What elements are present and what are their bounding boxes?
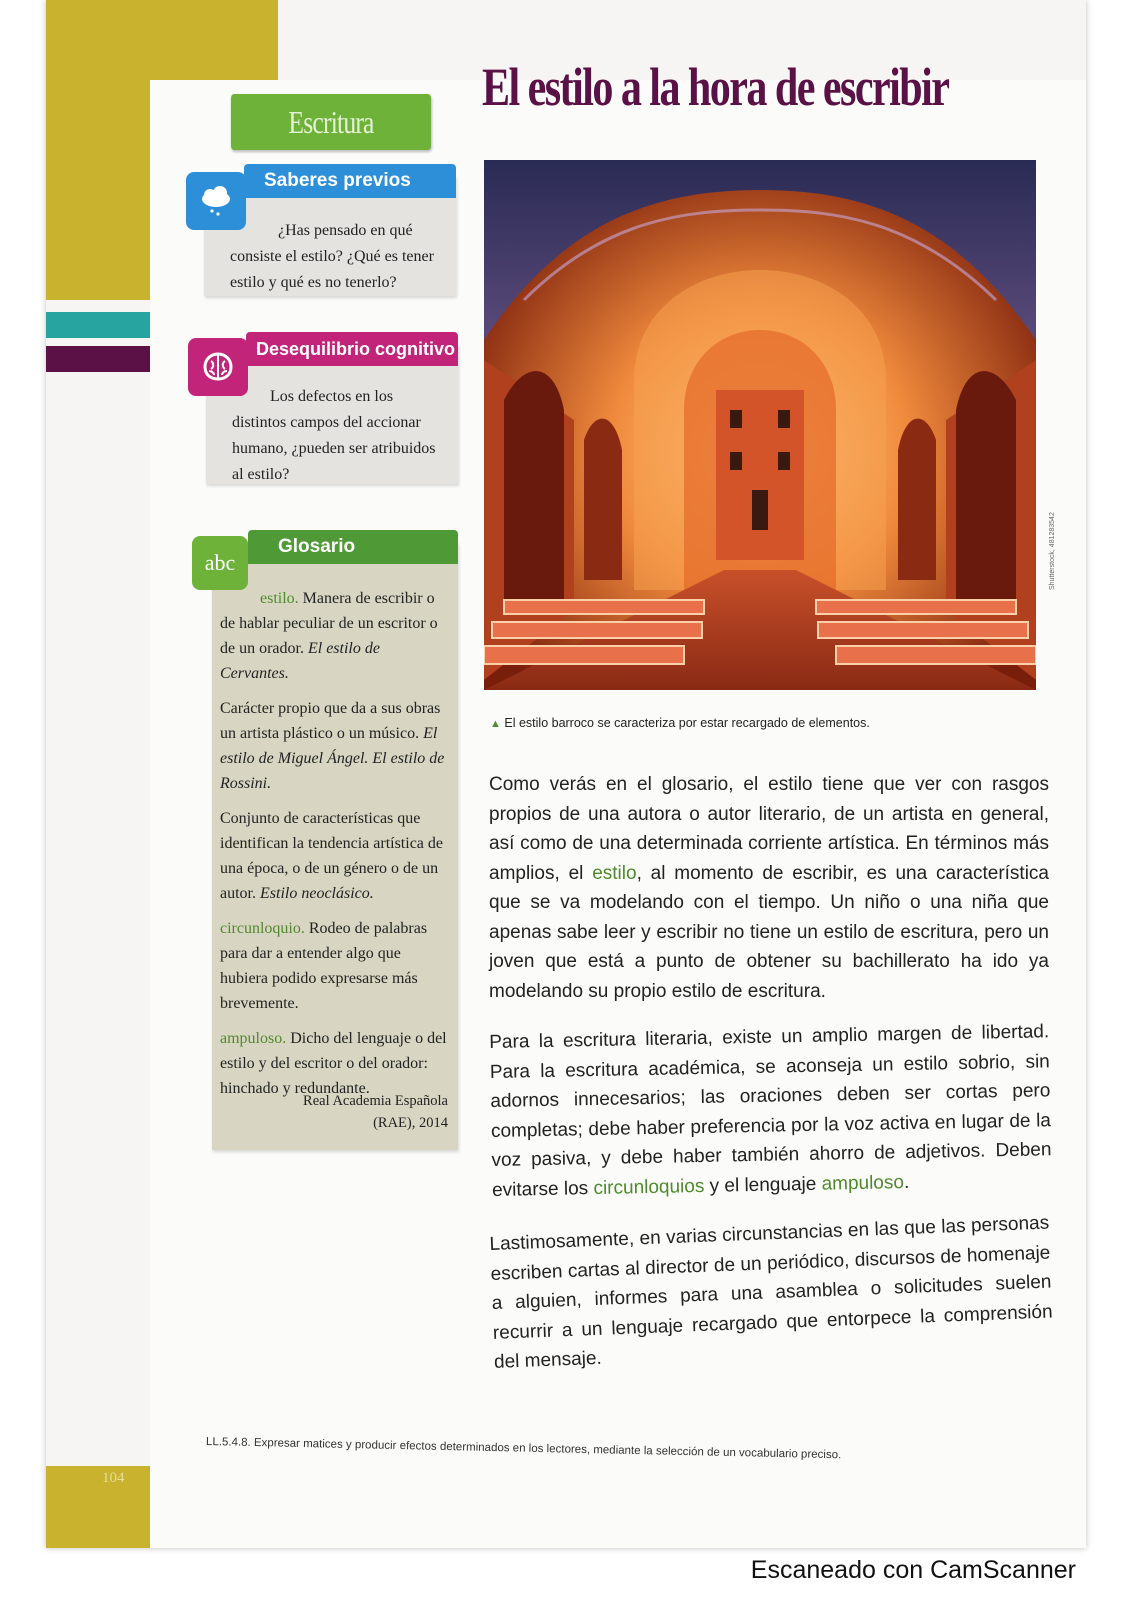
glosario-box (204, 536, 458, 1150)
textbook-page (46, 0, 1086, 1548)
glosario-source (303, 1090, 448, 1134)
desequilibrio-header (246, 332, 458, 366)
glosario-heading: Glosario (278, 536, 356, 557)
baroque-church-photo (484, 160, 1036, 690)
glossary-definition: Conjunto de características que identifican la tendencia artística de una época, o de un género o de un autor. (220, 810, 443, 902)
glossary-definition: Dicho del lenguaje o del estilo y del escritor o del orador: hinchado y redundante. (220, 1030, 447, 1097)
glossary-term: circunloquio. (220, 920, 305, 937)
photo-credit: Shutterstock, 481283542 (1049, 512, 1056, 590)
glossary-entry (220, 586, 448, 686)
glosario-source-line2: (RAE), 2014 (373, 1115, 448, 1131)
curriculum-footnote: LL.5.4.8. Expresar matices y producir efectos determinados en los lectores, mediante la selección de un vocabulario preciso. (205, 1436, 842, 1462)
glossary-term: estilo. (260, 590, 299, 607)
paragraph-1: Como verás en el glosario, el estilo tiene que ver con rasgos propios de una autora o autor literario, de un artista en general, así como de una determinada corriente artística. En términos más amplios, el estilo, al momento de escribir, es una característica que se va modelando con el tiempo. Un niño o una niña que apenas sabe leer y escribir no tiene un estilo de escritura, pero un joven que está a punto de obtener su bachillerato ha ido ya modelando su propio estilo de escritura. (489, 774, 1049, 1002)
paragraph-3: Lastimosamente, en varias circunstancias en las que las personas escriben cartas al director de un periódico, discursos de homenaje a alguien, informes para una asamblea o solicitudes suelen recurrir a un lenguaje recargado que entorpece la comprensión del mensaje. (489, 1212, 1053, 1373)
olive-footer-block (46, 1466, 150, 1548)
glossary-definition: Rodeo de palabras para dar a entender algo que hubiera podido expresarse más brevemente. (220, 920, 428, 1012)
glossary-entry (220, 806, 448, 906)
highlight-estilo: estilo (592, 862, 637, 884)
scanner-watermark: Escaneado con CamScanner (750, 1556, 1076, 1584)
church-interior-illustration (484, 160, 1036, 690)
page-title: El estilo a la hora de escribir (482, 57, 949, 117)
glossary-entry (220, 916, 448, 1016)
glossary-example: El estilo de Cervantes. (220, 640, 380, 682)
highlight-circunloquios: circunloquios (593, 1175, 705, 1199)
glossary-example: Estilo neoclásico. (256, 885, 374, 902)
triangle-icon: ▲ (490, 718, 501, 730)
teal-stripe (46, 312, 150, 338)
page-number: 104 (102, 1470, 125, 1486)
glossary-term: ampuloso. (220, 1030, 287, 1047)
glosario-source-line1: Real Academia Española (303, 1093, 448, 1109)
highlight-ampuloso: ampuloso (821, 1171, 905, 1195)
desequilibrio-box (206, 339, 458, 484)
purple-stripe (46, 346, 150, 372)
glosario-header (248, 530, 458, 564)
abc-icon: abc (192, 536, 248, 590)
saberes-previos-header (244, 164, 456, 198)
glossary-example: El estilo de Miguel Ángel. El estilo de Rossini. (220, 725, 445, 792)
desequilibrio-heading: Desequilibrio cognitivo (256, 339, 456, 359)
photo-caption-text: El estilo barroco se caracteriza por estar recargado de elementos. (504, 716, 870, 730)
saberes-previos-heading: Saberes previos (264, 170, 411, 191)
glossary-entry (220, 696, 448, 796)
glossary-definition: Carácter propio que da a sus obras un artista plástico o un músico. (220, 700, 441, 742)
saberes-previos-text: ¿Has pensado en qué consiste el estilo? ¿Qué es tener estilo y qué es no tenerlo? (230, 222, 434, 291)
glossary-definition: Manera de escribir o de hablar peculiar de un escritor o de un orador. (220, 590, 438, 657)
photo-caption (490, 716, 870, 730)
section-tab-escritura: Escritura (231, 94, 431, 150)
desequilibrio-text: Los defectos en los distintos campos del accionar humano, ¿pueden ser atribuidos al estilo? (232, 388, 436, 483)
paragraph-2: Para la escritura literaria, existe un amplio margen de libertad. Para la escritura académica, se aconseja un estilo sobrio, sin adornos innecesarios; las oraciones deben ser cortas pero completas; debe haber preferencia por la voz activa en lugar de la voz pasiva, y debe haber también ahorro de adjetivos. Deben evitarse los circunloquios y el lenguaje ampuloso. (489, 1021, 1052, 1201)
glosario-entries (220, 586, 448, 1111)
saberes-previos-box (204, 170, 456, 296)
